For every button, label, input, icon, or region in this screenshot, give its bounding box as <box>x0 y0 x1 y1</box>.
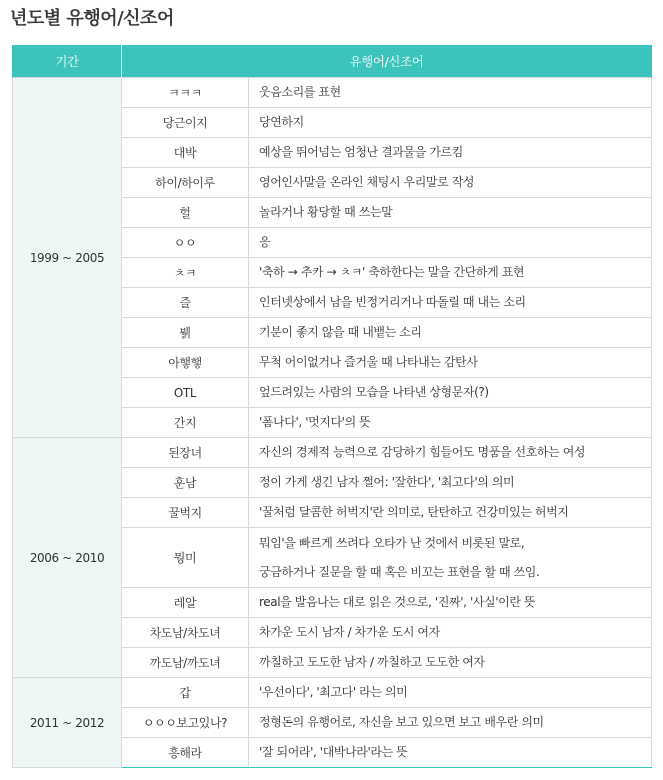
period-cell: 1999 ~ 2005 <box>13 78 122 438</box>
meaning-cell <box>249 498 652 528</box>
term-cell: 훈남 <box>122 468 249 498</box>
term-cell: ㅇㅇ <box>122 228 249 258</box>
meaning-cell <box>249 108 652 138</box>
header-period: 기간 <box>13 45 122 78</box>
meaning-line: 뭐임'을 빠르게 쓰려다 오타가 난 것에서 비롯된 말로, <box>259 535 525 550</box>
meaning-cell <box>249 468 652 498</box>
meaning-cell <box>249 438 652 468</box>
meaning-line: '폼나다', '멋지다'의 뜻 <box>259 415 371 429</box>
term-cell: 헐 <box>122 198 249 228</box>
term-cell: 대박 <box>122 138 249 168</box>
meaning-cell <box>249 648 652 678</box>
table-row <box>13 438 652 468</box>
meaning-line: 영어인사말을 온라인 채팅시 우리말로 작성 <box>259 175 475 189</box>
meaning-line: 무척 어이없거나 즐거울 때 나타내는 감탄사 <box>259 355 478 369</box>
meaning-cell <box>249 258 652 288</box>
meaning-line: 엎드려있는 사람의 모습을 나타낸 상형문자(?) <box>259 385 489 399</box>
term-cell: 간지 <box>122 408 249 438</box>
term-cell: 하이/하이루 <box>122 168 249 198</box>
meaning-line: 정이 가게 생긴 남자 쩔어: '잘한다', '최고다'의 의미 <box>259 475 515 489</box>
term-cell: 즐 <box>122 288 249 318</box>
term-cell: ㅊㅋ <box>122 258 249 288</box>
meaning-line: real을 발음나는 대로 읽은 것으로, '진짜', '사실'이란 뜻 <box>259 595 536 609</box>
meaning-line: 정형돈의 유행어로, 자신을 보고 있으면 보고 배우란 의미 <box>259 715 544 729</box>
term-cell: 꿀벅지 <box>122 498 249 528</box>
header-slang: 유행어/신조어 <box>122 45 652 78</box>
meaning-line: '축하 → 추카 → ㅊㅋ' 축하한다는 말을 간단하게 표현 <box>259 265 525 279</box>
meaning-cell <box>249 588 652 618</box>
meaning-cell <box>249 228 652 258</box>
table-header-row <box>13 45 652 78</box>
meaning-cell <box>249 738 652 768</box>
meaning-cell <box>249 168 652 198</box>
meaning-line: 응 <box>259 235 271 249</box>
term-cell: ㅋㅋㅋ <box>122 78 249 108</box>
term-cell: 까도남/까도녀 <box>122 648 249 678</box>
meaning-cell <box>249 378 652 408</box>
meaning-cell <box>249 618 652 648</box>
term-cell: 아햏햏 <box>122 348 249 378</box>
meaning-line: 인터넷상에서 남을 빈정거리거나 따돌릴 때 내는 소리 <box>259 295 526 309</box>
meaning-cell <box>249 528 652 588</box>
meaning-line: 예상을 뛰어넘는 엄청난 결과물을 가르킴 <box>259 145 463 159</box>
meaning-cell <box>249 348 652 378</box>
meaning-line: 까칠하고 도도한 남자 / 까칠하고 도도한 여자 <box>259 655 485 669</box>
meaning-cell <box>249 678 652 708</box>
term-cell: 차도남/차도녀 <box>122 618 249 648</box>
meaning-line: '잘 되어라', '대박나라'라는 뜻 <box>259 745 408 759</box>
term-cell: 갑 <box>122 678 249 708</box>
term-cell: ㅇㅇㅇ보고있나? <box>122 708 249 738</box>
meaning-line: 웃음소리를 표현 <box>259 85 341 99</box>
table-row <box>13 678 652 708</box>
meaning-cell <box>249 78 652 108</box>
slang-table <box>12 45 652 768</box>
term-cell: 당근이지 <box>122 108 249 138</box>
meaning-line: 차가운 도시 남자 / 차가운 도시 여자 <box>259 625 440 639</box>
meaning-cell <box>249 708 652 738</box>
table-row <box>13 78 652 108</box>
meaning-line: 당연하지 <box>259 115 304 129</box>
meaning-cell <box>249 318 652 348</box>
meaning-line: 놀라거나 황당할 때 쓰는말 <box>259 205 393 219</box>
meaning-line: '우선이다', '최고다' 라는 의미 <box>259 685 408 699</box>
meaning-line: 자신의 경제적 능력으로 감당하기 힘들어도 명품을 선호하는 여성 <box>259 445 586 459</box>
page-title: 년도별 유행어/신조어 <box>10 8 174 29</box>
period-cell: 2011 ~ 2012 <box>13 678 122 768</box>
term-cell: 뭥미 <box>122 528 249 588</box>
period-cell: 2006 ~ 2010 <box>13 438 122 678</box>
meaning-cell <box>249 198 652 228</box>
meaning-cell <box>249 408 652 438</box>
meaning-cell <box>249 138 652 168</box>
table-body <box>13 78 652 768</box>
meaning-line: '꿀처럼 달콤한 허벅지'란 의미로, 탄탄하고 건강미있는 허벅지 <box>259 505 569 519</box>
term-cell: 된장녀 <box>122 438 249 468</box>
term-cell: 흥해라 <box>122 738 249 768</box>
meaning-line: 기분이 좋지 않을 때 내뱉는 소리 <box>259 325 422 339</box>
term-cell: 뷁 <box>122 318 249 348</box>
meaning-line: 궁금하거나 질문을 할 때 혹은 비꼬는 표현을 할 때 쓰임. <box>259 564 540 579</box>
term-cell: 레알 <box>122 588 249 618</box>
meaning-cell <box>249 288 652 318</box>
term-cell: OTL <box>122 378 249 408</box>
